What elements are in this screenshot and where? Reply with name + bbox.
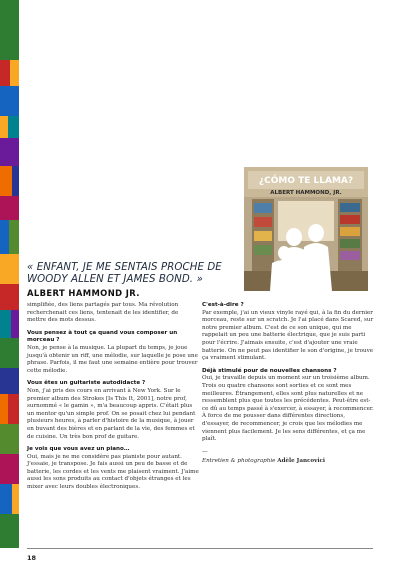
article-right-column: [202, 302, 374, 471]
interview-answer: Non, je pense à la musique. La plupart du temps, je joue jusqu'à obtenir un riff, une mélodie, sur laquelle je pose une phrase. Parfois, il me faut une semaine entière pour trouver cette mélodie.: [27, 344, 198, 374]
qa-block: [27, 330, 199, 376]
interview-question: C'est-à-dire ?: [202, 302, 244, 308]
decorative-color-strip: [0, 0, 19, 548]
interview-answer: Non, j'ai pris des cours en arrivant à New York. Sur le premier album des Strokes [Is This It, 2001], notre prof, surnommé « le gamin », m'a beaucoup appris. C'était plus un mentor qu'un simple prof. On se posait chez lui pendant plusieurs heures, à parler d'histoire de la musique, à jouer en buvant des bières et en parlant de la vie, des femmes et de cuisine. Un très bon prof de guitare.: [27, 387, 196, 440]
qa-block: [27, 446, 199, 492]
pull-quote-text: « ENFANT, JE ME SENTAIS PROCHE DE WOODY ALLEN ET JAMES BOND. »: [27, 262, 222, 285]
credit-label: Entretien & photographie: [202, 458, 276, 465]
intro-paragraph: simplifiée, des liens partagés par tous. Ma révolution recherchenait ces liens, tentenait de les identifier, de mettre des mots dessus.: [27, 302, 179, 324]
album-cover-image: [244, 167, 368, 291]
interview-question: Déjà stimulé pour de nouvelles chansons ?: [202, 367, 337, 374]
album-title: ¿CÓMO TE LLAMA?: [258, 176, 354, 186]
interview-answer: Par exemple, j'ai un vieux vinyle rayé qui, à la fin du dernier morceau, reste sur un scratch. Je l'ai placé dans Scared, sur notre premier album. C'est de ce son unique, qui me rappelait un peu une batterie électrique, que je suis parti pour l'écrire. J'aimais ensuite, c'est d'ajouter une vraie batterie. On ne peut pas identifier le son d'origine, je trouve ça vraiment stimulant.: [202, 309, 374, 362]
interview-question: Vous pensez à tout ça quand vous composer un morceau ?: [27, 329, 178, 344]
pull-quote-attribution: ALBERT HAMMOND JR.: [27, 288, 140, 298]
interview-question: Je vois que vous avez un piano…: [27, 446, 130, 453]
credit-name: Adèle Jancovici: [277, 458, 326, 465]
qa-block: [202, 302, 374, 363]
page-number: 18: [27, 554, 37, 562]
interview-answer: Oui, je travaille depuis un moment sur un troisième album. Trois ou quatre chansons sont sorties et ce sont mes meilleures. Étrangement, elles sont plus naturelles et ne ressemblent plus que toutes les précédentes. Peut-être est-ce dû au temps passé à s'exercer, à essayer, à recommencer. À force de me pousser dans différentes directions, d'essayer, de recommencer, je crois que les mélodies me viennent plus facilement. Je les sens différentes, et ça me plaît.: [202, 375, 374, 443]
album-artist: ALBERT HAMMOND, JR.: [270, 190, 342, 196]
interview-question: Vous êtes un guitariste autodidacte ?: [27, 380, 146, 387]
qa-block: [202, 368, 374, 444]
article-left-column: [27, 302, 199, 497]
interview-answer: Oui, mais je ne me considère pas pianiste pour autant. J'essaie, je transpose. Je fais aussi un peu de basse et de batterie, les cordes et les vents me plaisent vraiment. J'aime aussi les sons produits au contact d'objets étranges et les mixer avec leurs doubles électroniques.: [27, 453, 199, 491]
pull-quote: [27, 262, 237, 299]
qa-block: [27, 380, 199, 441]
footer-rule: [27, 548, 373, 549]
photo-credit: [202, 458, 374, 466]
credit-dash: —: [202, 448, 208, 455]
album-cover-art: [244, 167, 368, 291]
